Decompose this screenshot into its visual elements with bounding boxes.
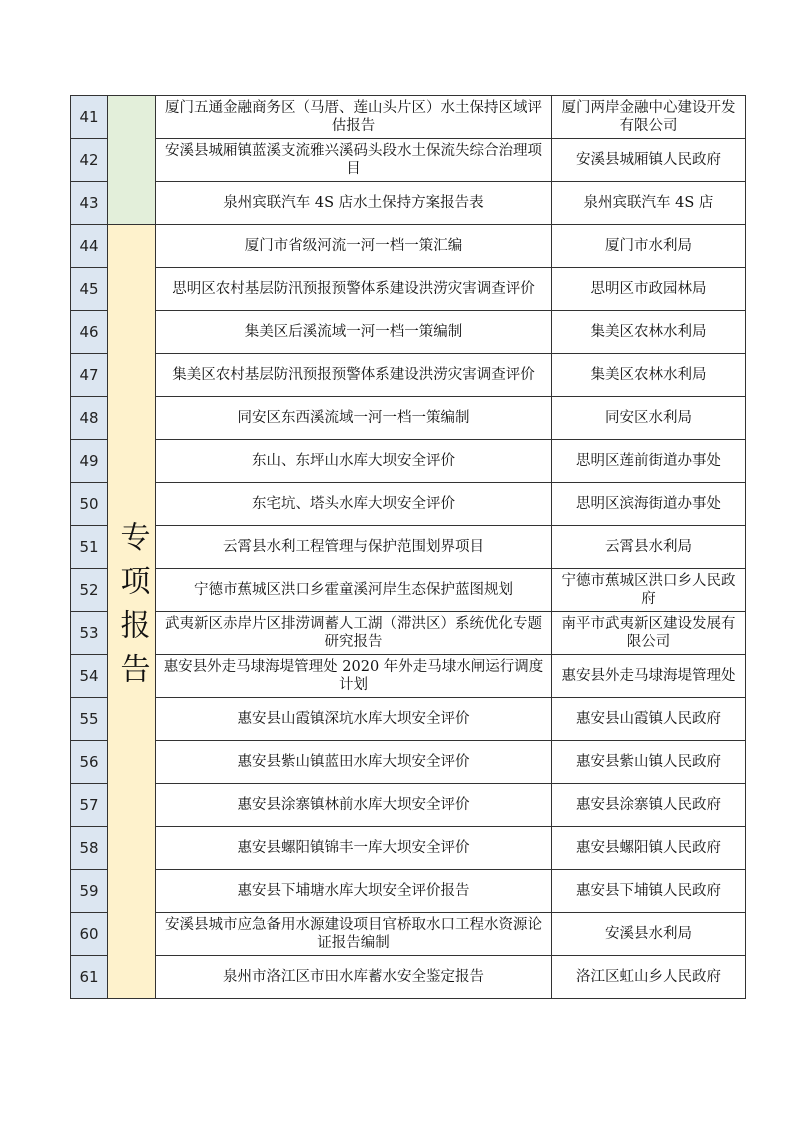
client-name: 安溪县城厢镇人民政府 [552, 139, 746, 182]
table-row [71, 440, 746, 483]
row-number: 55 [71, 698, 108, 741]
row-number: 51 [71, 526, 108, 569]
client-name: 惠安县紫山镇人民政府 [552, 741, 746, 784]
table-row [71, 956, 746, 999]
project-name: 东宅坑、塔头水库大坝安全评价 [156, 483, 552, 526]
client-name: 洛江区虹山乡人民政府 [552, 956, 746, 999]
project-name: 惠安县山霞镇深坑水库大坝安全评价 [156, 698, 552, 741]
table-row [71, 483, 746, 526]
row-number: 46 [71, 311, 108, 354]
client-name: 思明区莲前街道办事处 [552, 440, 746, 483]
table-row [71, 655, 746, 698]
client-name: 南平市武夷新区建设发展有限公司 [552, 612, 746, 655]
table-row [71, 311, 746, 354]
table-row [71, 741, 746, 784]
table-row [71, 827, 746, 870]
table-row [71, 139, 746, 182]
row-number: 48 [71, 397, 108, 440]
row-number: 52 [71, 569, 108, 612]
client-name: 云霄县水利局 [552, 526, 746, 569]
row-number: 58 [71, 827, 108, 870]
project-name: 安溪县城厢镇蓝溪支流雅兴溪码头段水土保流失综合治理项目 [156, 139, 552, 182]
project-name: 惠安县螺阳镇锦丰一库大坝安全评价 [156, 827, 552, 870]
row-number: 59 [71, 870, 108, 913]
client-name: 惠安县外走马埭海堤管理处 [552, 655, 746, 698]
client-name: 集美区农林水利局 [552, 354, 746, 397]
row-number: 42 [71, 139, 108, 182]
client-name: 安溪县水利局 [552, 913, 746, 956]
project-name: 惠安县外走马埭海堤管理处 2020 年外走马埭水闸运行调度计划 [156, 655, 552, 698]
client-name: 厦门两岸金融中心建设开发有限公司 [552, 96, 746, 139]
row-number: 61 [71, 956, 108, 999]
category-cell-special-reports [108, 225, 156, 999]
row-number: 45 [71, 268, 108, 311]
project-name: 云霄县水利工程管理与保护范围划界项目 [156, 526, 552, 569]
project-name: 武夷新区赤岸片区排涝调蓄人工湖（滞洪区）系统优化专题研究报告 [156, 612, 552, 655]
table-row [71, 870, 746, 913]
project-name: 泉州市洛江区市田水库蓄水安全鉴定报告 [156, 956, 552, 999]
project-name: 同安区东西溪流域一河一档一策编制 [156, 397, 552, 440]
category-label: 专项报告 [114, 521, 150, 697]
client-name: 惠安县螺阳镇人民政府 [552, 827, 746, 870]
row-number: 53 [71, 612, 108, 655]
project-name: 集美区农村基层防汛预报预警体系建设洪涝灾害调查评价 [156, 354, 552, 397]
project-name: 安溪县城市应急备用水源建设项目官桥取水口工程水资源论证报告编制 [156, 913, 552, 956]
project-table [70, 95, 746, 999]
table-row [71, 354, 746, 397]
row-number: 60 [71, 913, 108, 956]
client-name: 惠安县下埔镇人民政府 [552, 870, 746, 913]
project-name: 东山、东坪山水库大坝安全评价 [156, 440, 552, 483]
client-name: 惠安县涂寨镇人民政府 [552, 784, 746, 827]
row-number: 41 [71, 96, 108, 139]
client-name: 思明区滨海街道办事处 [552, 483, 746, 526]
project-name: 思明区农村基层防汛预报预警体系建设洪涝灾害调查评价 [156, 268, 552, 311]
project-name: 厦门市省级河流一河一档一策汇编 [156, 225, 552, 268]
table-row [71, 569, 746, 612]
table-row [71, 784, 746, 827]
table-row [71, 397, 746, 440]
project-name: 惠安县下埔塘水库大坝安全评价报告 [156, 870, 552, 913]
project-name: 惠安县涂寨镇林前水库大坝安全评价 [156, 784, 552, 827]
row-number: 57 [71, 784, 108, 827]
table-row [71, 182, 746, 225]
table-row [71, 698, 746, 741]
client-name: 思明区市政园林局 [552, 268, 746, 311]
client-name: 泉州宾联汽车 4S 店 [552, 182, 746, 225]
client-name: 宁德市蕉城区洪口乡人民政府 [552, 569, 746, 612]
table-row [71, 268, 746, 311]
client-name: 惠安县山霞镇人民政府 [552, 698, 746, 741]
client-name: 同安区水利局 [552, 397, 746, 440]
row-number: 47 [71, 354, 108, 397]
row-number: 56 [71, 741, 108, 784]
project-name: 宁德市蕉城区洪口乡霍童溪河岸生态保护蓝图规划 [156, 569, 552, 612]
project-name: 惠安县紫山镇蓝田水库大坝安全评价 [156, 741, 552, 784]
table-row [71, 96, 746, 139]
table-row [71, 612, 746, 655]
category-cell-first [108, 96, 156, 225]
table-row [71, 225, 746, 268]
table-row [71, 913, 746, 956]
client-name: 厦门市水利局 [552, 225, 746, 268]
table-row [71, 526, 746, 569]
row-number: 44 [71, 225, 108, 268]
row-number: 54 [71, 655, 108, 698]
row-number: 50 [71, 483, 108, 526]
project-name: 泉州宾联汽车 4S 店水土保持方案报告表 [156, 182, 552, 225]
row-number: 43 [71, 182, 108, 225]
project-name: 集美区后溪流域一河一档一策编制 [156, 311, 552, 354]
client-name: 集美区农林水利局 [552, 311, 746, 354]
project-name: 厦门五通金融商务区（马厝、莲山头片区）水土保持区域评估报告 [156, 96, 552, 139]
row-number: 49 [71, 440, 108, 483]
